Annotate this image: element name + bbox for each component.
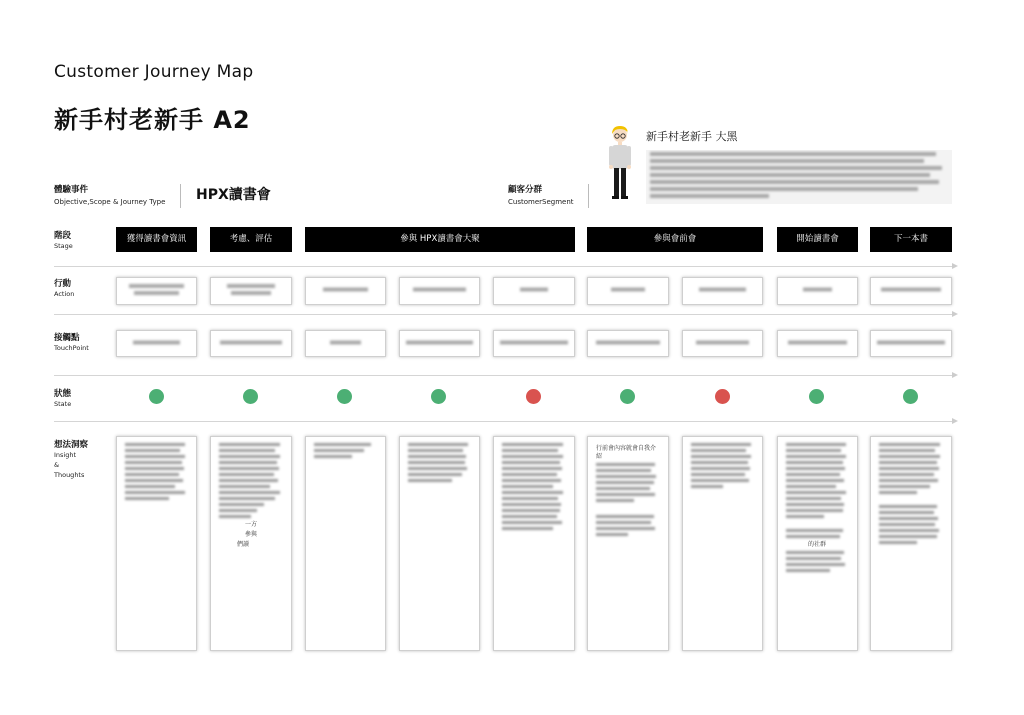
map-title: Customer Journey Map: [54, 62, 254, 82]
row-label-insight: [54, 440, 88, 480]
row-label-insight-en2: &: [54, 461, 60, 469]
persona-description: [646, 150, 952, 204]
stage-1: 獲得讀書會資訊: [116, 227, 197, 252]
insight-snippet: 的社群: [808, 541, 827, 548]
insight-card: [777, 436, 858, 651]
row-label-stage-zh: 階段: [54, 231, 72, 241]
row-divider-arrow-icon: [952, 311, 958, 317]
state-dot-5: [526, 389, 541, 404]
row-divider: [54, 314, 952, 315]
action-card: [777, 277, 858, 305]
row-label-touchpoint-zh: 接觸點: [54, 333, 80, 343]
state-dot-2: [243, 389, 258, 404]
insight-card: [116, 436, 197, 651]
row-label-stage-en: Stage: [54, 242, 73, 250]
action-card: [870, 277, 952, 305]
state-dot-6: [620, 389, 635, 404]
segment-label: [508, 184, 574, 208]
objective-label: [54, 184, 165, 208]
touchpoint-card: [116, 330, 197, 357]
row-label-action: [54, 279, 74, 299]
touchpoint-card: [682, 330, 763, 357]
state-dot-7: [715, 389, 730, 404]
stage-3: 參與 HPX讀書會大聚: [305, 227, 575, 252]
state-dot-4: [431, 389, 446, 404]
insight-card: [305, 436, 386, 651]
stage-6: 下一本書: [870, 227, 952, 252]
row-divider-arrow-icon: [952, 418, 958, 424]
row-label-stage: [54, 231, 73, 251]
row-divider: [54, 266, 952, 267]
insight-snippet: 們讀: [237, 541, 250, 548]
touchpoint-card: [493, 330, 575, 357]
row-label-state-en: State: [54, 400, 72, 408]
segment-label-zh: 顧客分群: [508, 185, 543, 195]
state-dot-8: [809, 389, 824, 404]
row-divider-arrow-icon: [952, 372, 958, 378]
objective-label-zh: 體驗事件: [54, 185, 89, 195]
row-label-action-zh: 行動: [54, 279, 72, 289]
objective-divider: [180, 184, 181, 208]
stage-4: 參與會前會: [587, 227, 763, 252]
action-card: [305, 277, 386, 305]
insight-card: [870, 436, 952, 651]
state-dot-9: [903, 389, 918, 404]
action-card: [493, 277, 575, 305]
touchpoint-card: [587, 330, 669, 357]
stage-2: 考慮、評估: [210, 227, 292, 252]
touchpoint-card: [210, 330, 292, 357]
row-divider: [54, 421, 952, 422]
row-divider-arrow-icon: [952, 263, 958, 269]
insight-card: [493, 436, 575, 651]
segment-divider: [588, 184, 589, 208]
row-label-touchpoint-en: TouchPoint: [54, 344, 89, 352]
persona-avatar-icon: [606, 124, 634, 202]
row-label-insight-zh: 想法洞察: [54, 440, 89, 450]
row-label-state-zh: 狀態: [54, 389, 72, 399]
objective-label-en: Objective,Scope & Journey Type: [54, 198, 166, 206]
insight-card: [587, 436, 669, 651]
persona-title: 新手村老新手 A2: [54, 106, 251, 134]
state-dot-3: [337, 389, 352, 404]
stage-5: 開始讀書會: [777, 227, 858, 252]
action-card: [682, 277, 763, 305]
insight-card: [210, 436, 292, 651]
row-label-insight-en1: Insight: [54, 451, 77, 459]
action-card: [587, 277, 669, 305]
insight-snippet: 參與: [245, 531, 258, 538]
row-label-state: [54, 389, 71, 409]
objective-value: HPX讀書會: [196, 187, 271, 203]
row-label-action-en: Action: [54, 290, 75, 298]
insight-snippet: 一方: [245, 521, 258, 528]
touchpoint-card: [399, 330, 480, 357]
insight-snippet: 行前會內容就會自我介紹: [596, 445, 657, 460]
action-card: [399, 277, 480, 305]
persona-name: 新手村老新手 大黑: [646, 130, 738, 143]
action-card: [116, 277, 197, 305]
state-dot-1: [149, 389, 164, 404]
insight-card: [399, 436, 480, 651]
insight-card: [682, 436, 763, 651]
touchpoint-card: [777, 330, 858, 357]
action-card: [210, 277, 292, 305]
touchpoint-card: [870, 330, 952, 357]
segment-label-en: CustomerSegment: [508, 198, 574, 206]
row-label-insight-en3: Thoughts: [54, 471, 85, 479]
row-label-touchpoint: [54, 333, 89, 353]
row-divider: [54, 375, 952, 376]
touchpoint-card: [305, 330, 386, 357]
